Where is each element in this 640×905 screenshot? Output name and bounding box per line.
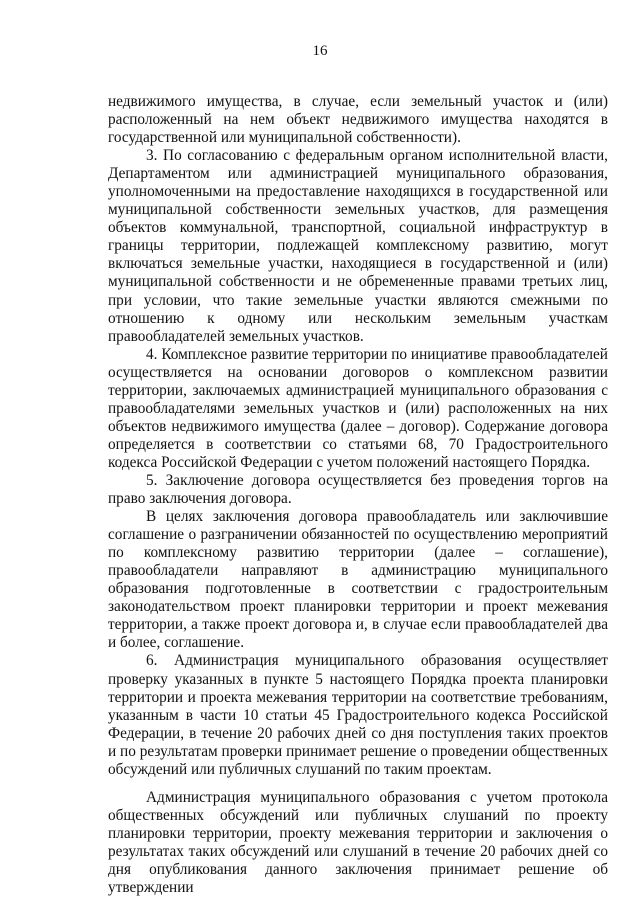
paragraph-item-5: 5. Заключение договора осуществляется без проведения торгов на право заключения договора.: [108, 471, 608, 508]
paragraph-continuation: недвижимого имущества, в случае, если земельный участок и (или) расположенный на нем объект недвижимого имущества находятся в государственной или муниципальной собственности).: [108, 93, 608, 147]
paragraph-item-4: 4. Комплексное развитие территории по инициативе правообладателей осуществляется на основании договоров о комплексном развитии территории, заключаемых администрацией муниципального образования с правообладателями земельных участков и (или) расположенных на них объектов недвижимого имущества (далее – договор). Содержание договора определяется в соответствии со статьями 68, 70 Градостроительного кодекса Российской Федерации с учетом положений настоящего Порядка.: [108, 345, 608, 471]
paragraph-item-6: 6. Администрация муниципального образования осуществляет проверку указанных в пункте 5 настоящего Порядка проекта планировки территории и проекта межевания территории на соответствие требованиям, указанным в части 10 статьи 45 Градостроительного кодекса Российской Федерации, в течение 20 рабочих дней со дня поступления таких проектов и по результатам проверки принимает решение о проведении общественных обсуждений или публичных слушаний по таким проектам.: [108, 652, 608, 778]
paragraph-item-6-continued: Администрация муниципального образования с учетом протокола общественных обсуждений или публичных слушаний по проекту планировки территории, проекту межевания территории и заключения о результатах таких обсуждений или слушаний в течение 20 рабочих дней со дня опубликования данного заключения принимает решение об утверждении: [108, 788, 608, 897]
page-number: 16: [312, 43, 328, 59]
paragraph-item-5-continued: В целях заключения договора правообладатель или заключившие соглашение о разграничении обязанностей по осуществлению мероприятий по комплексному развитию территории (далее – соглашение), правообладатели направляют в администрацию муниципального образования подготовленные в соответствии с градостроительным законодательством проект планировки территории и проект межевания территории, а также проект договора и, в случае если правообладателей два и более, соглашение.: [108, 508, 608, 652]
document-body: [108, 93, 608, 897]
paragraph-item-3: 3. По согласованию с федеральным органом исполнительной власти, Департаментом или администрацией муниципального образования, уполномоченными на предоставление находящихся в государственной или муниципальной собственности земельных участков, для размещения объектов коммунальной, транспортной, социальной инфраструктур в границы территории, подлежащей комплексному развитию, могут включаться земельные участки, находящиеся в государственной и (или) муниципальной собственности и не обремененные правами третьих лиц, при условии, что такие земельные участки являются смежными по отношению к одному или нескольким земельным участкам правообладателей земельных участков.: [108, 147, 608, 345]
